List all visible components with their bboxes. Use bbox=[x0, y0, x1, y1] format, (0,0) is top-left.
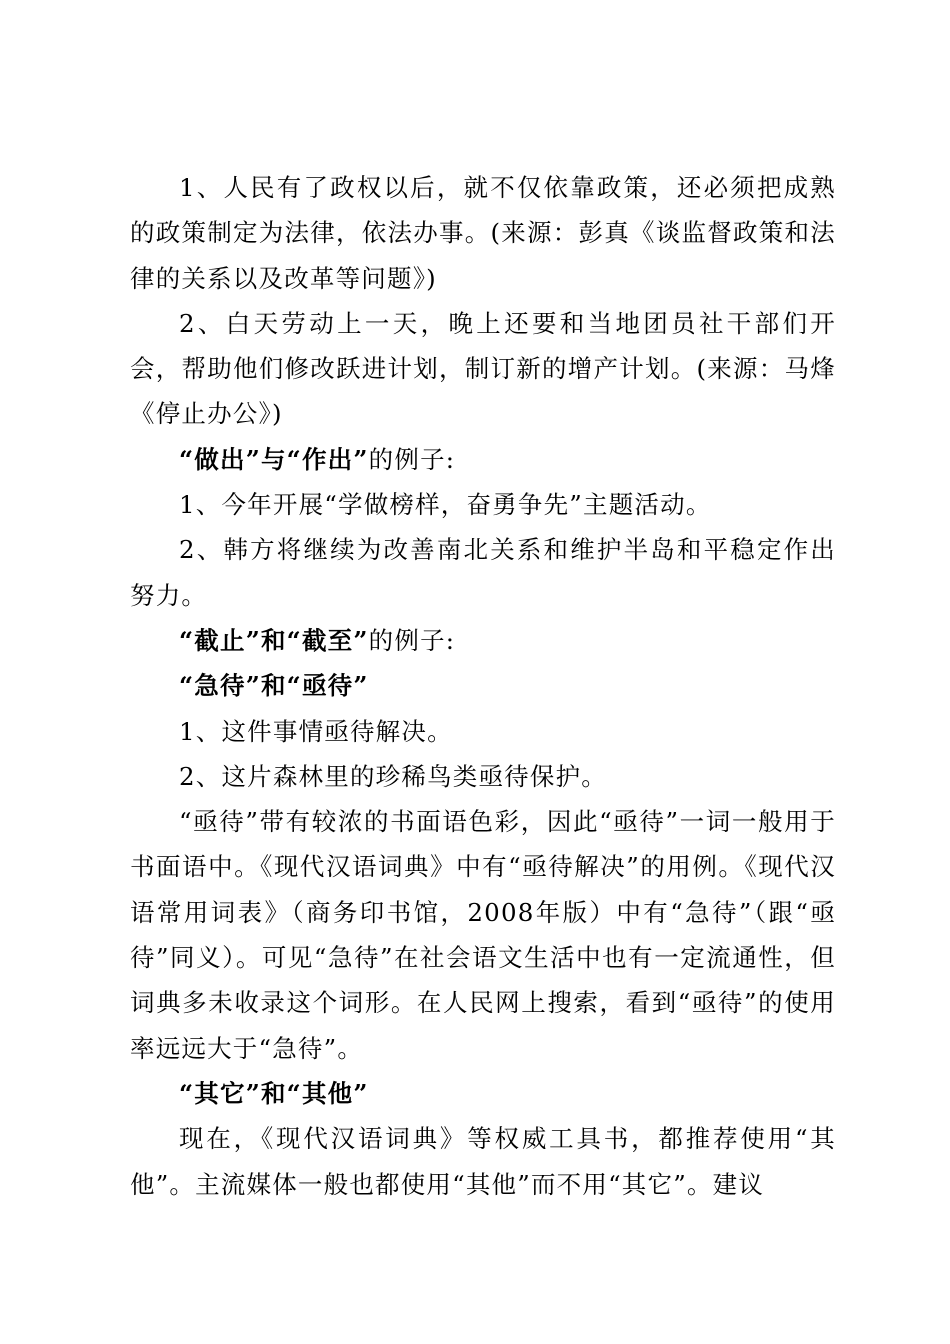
paragraph-jidai-example-1: 1、这件事情亟待解决。 bbox=[179, 716, 453, 746]
heading-bold-text: “截止”和“截至” bbox=[179, 625, 369, 655]
paragraph-jidai-explanation: “亟待”带有较浓的书面语色彩，因此“亟待”一词一般用于书面语中。《现代汉语词典》中有“亟待解决”的用例。《现代汉语常用词表》（商务印书馆，2008年版）中有“急待”（跟“亟待”同义）。可见“急待”在社会语文生活中也有一定流通性，但词典多未收录这个词形。在人民网上搜索，看到“亟待”的使用率远远大于“急待”。 bbox=[130, 807, 836, 1063]
document-body bbox=[130, 165, 836, 1207]
paragraph-qita-explanation: 现在，《现代汉语词典》等权威工具书，都推荐使用“其他”。主流媒体一般也都使用“其他”而不用“其它”。建议 bbox=[130, 1124, 836, 1199]
paragraph-example-2: 2、白天劳动上一天，晚上还要和当地团员社干部们开会，帮助他们修改跃进计划，制订新的增产计划。(来源：马烽《停止办公》) bbox=[130, 308, 836, 429]
heading-bold-text: “急待”和“亟待” bbox=[179, 671, 369, 701]
section-heading-zuochu bbox=[130, 437, 836, 482]
heading-rest-text: 的例子: bbox=[368, 625, 456, 655]
paragraph-jidai-example-2: 2、这片森林里的珍稀鸟类亟待保护。 bbox=[179, 761, 607, 791]
paragraph-example-1: 1、人民有了政权以后，就不仅依靠政策，还必须把成熟的政策制定为法律，依法办事。(来源：彭真《谈监督政策和法律的关系以及改革等问题》) bbox=[130, 173, 836, 293]
paragraph-zuochu-example-1: 1、今年开展“学做榜样，奋勇争先”主题活动。 bbox=[179, 490, 712, 520]
heading-bold-text: “其它”和“其他” bbox=[179, 1078, 369, 1108]
heading-bold-text: “做出”与“作出” bbox=[179, 444, 369, 474]
section-heading-jidai bbox=[130, 663, 836, 708]
section-heading-qita bbox=[130, 1071, 836, 1116]
section-heading-jiezhi bbox=[130, 618, 836, 663]
paragraph-zuochu-example-2: 2、韩方将继续为改善南北关系和维护半岛和平稳定作出努力。 bbox=[130, 535, 836, 610]
heading-rest-text: 的例子: bbox=[368, 444, 456, 474]
